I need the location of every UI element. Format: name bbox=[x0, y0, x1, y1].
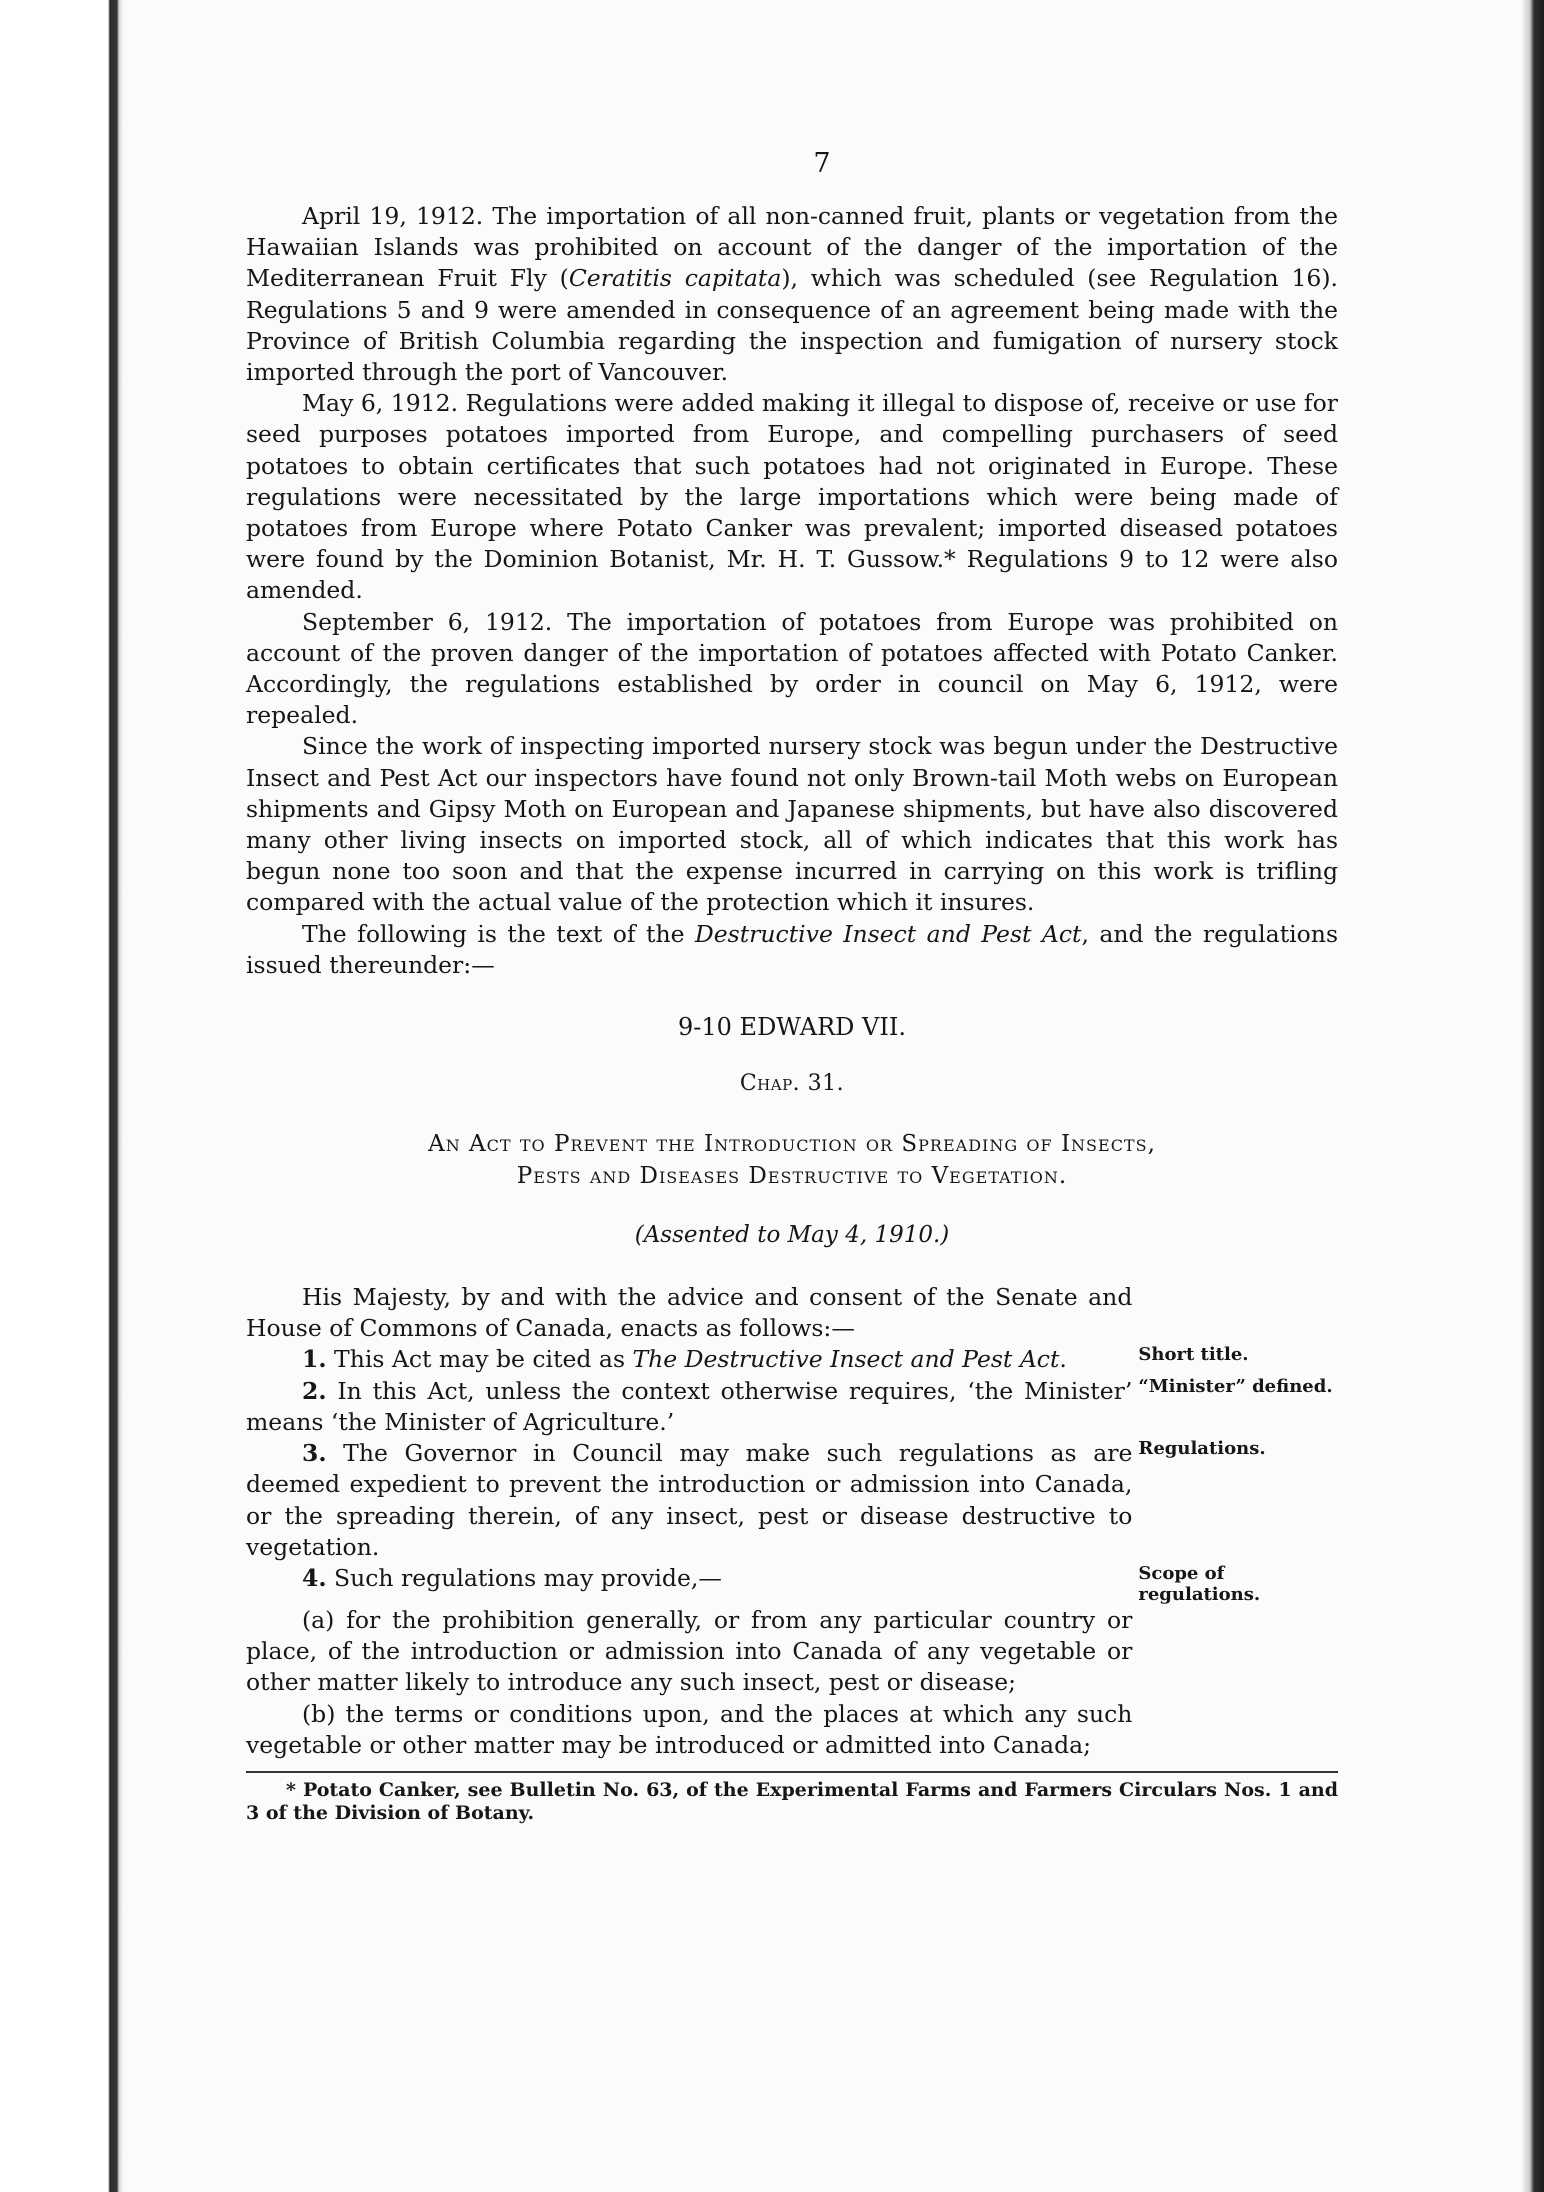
clause-b bbox=[246, 1699, 1338, 1761]
enacting-clause-row bbox=[246, 1282, 1338, 1344]
section-3 bbox=[246, 1438, 1338, 1563]
section-number: 4. bbox=[302, 1563, 327, 1592]
section-number: 3. bbox=[302, 1439, 327, 1468]
section-text: In this Act, unless the context otherwise requires, ‘the Minister’ means ‘the Minister of Agriculture.’ bbox=[246, 1376, 1133, 1436]
footnote-divider bbox=[246, 1771, 1338, 1773]
section-number: 2. bbox=[302, 1376, 327, 1405]
margin-note-minister-defined: “Minister” defined. bbox=[1138, 1375, 1333, 1397]
section-4 bbox=[246, 1563, 1338, 1605]
reign-heading: 9-10 EDWARD VII. bbox=[678, 1013, 906, 1042]
section-1: 1. This Act may be cited as The Destructive Insect and Pest Act. Short title. bbox=[246, 1344, 1338, 1375]
enacting-clause: His Majesty, by and with the advice and consent of the Senate and House of Commons of Canada, enacts as follows:— bbox=[246, 1283, 1133, 1343]
intro-text-after: , and the regulations issued thereunder:— bbox=[246, 919, 1338, 979]
margin-note-regulations: Regulations. bbox=[1138, 1438, 1266, 1460]
paragraph-september-1912: September 6, 1912. The importation of potatoes from Europe was prohibited on account of the proven danger of the importation of potatoes affected with Potato Canker. Accordingly, the regulations established by order in council on May 6, 1912, were repealed. bbox=[246, 607, 1338, 730]
paragraph-inspection-work: Since the work of inspecting imported nursery stock was begun under the Destructive Insect and Pest Act our inspectors have found not only Brown-tail Moth webs on European shipments and Gipsy Moth on European and Japanese shipments, but have also discovered many other living insects on imported stock, all of which indicates that this work has begun none too soon and that the expense incurred in carrying on this work is trifling compared with the actual value of the protection which it insures. bbox=[246, 732, 1338, 917]
act-title bbox=[246, 1128, 1338, 1192]
act-sections bbox=[246, 1282, 1338, 1761]
page-content bbox=[246, 148, 1338, 1825]
section-text: This Act may be cited as bbox=[334, 1345, 633, 1374]
intro-text-before: The following is the text of the bbox=[302, 919, 695, 948]
page-number: 7 bbox=[813, 148, 831, 179]
section-number: 1. bbox=[302, 1345, 327, 1374]
page-right-edge bbox=[1522, 0, 1544, 2192]
intro-act-name: Destructive Insect and Pest Act bbox=[694, 919, 1082, 948]
margin-note-scope: Scope of regulations. bbox=[1138, 1562, 1261, 1605]
species-name: Ceratitis capitata bbox=[568, 264, 782, 293]
chapter-heading: Chap. 31. bbox=[739, 1071, 845, 1097]
section-2 bbox=[246, 1376, 1338, 1438]
footnote: * Potato Canker, see Bulletin No. 63, of the Experimental Farms and Farmers Circulars Nos. 1 and 3 of the Division of Botany. bbox=[246, 1778, 1338, 1824]
act-title-line-1: An Act to Prevent the Introduction or Spreading of Insects, bbox=[428, 1131, 1156, 1158]
clause-a bbox=[246, 1605, 1338, 1699]
paragraph-act-intro bbox=[246, 919, 1338, 981]
page-binding-edge bbox=[0, 0, 123, 2192]
section-act-name: The Destructive Insect and Pest Act bbox=[632, 1345, 1060, 1374]
clause-a-text: (a) for the prohibition generally, or from any particular country or place, of the introduction or admission into Canada of any vegetable or other matter likely to introduce any such insect, pest or disease; bbox=[246, 1605, 1133, 1697]
margin-note-short-title: Short title. bbox=[1138, 1344, 1249, 1366]
clause-b-text: (b) the terms or conditions upon, and the places at which any such vegetable or other matter may be introduced or admitted into Canada; bbox=[246, 1699, 1133, 1759]
paragraph-may-1912: May 6, 1912. Regulations were added making it illegal to dispose of, receive or use for seed purposes potatoes imported from Europe, and compelling purchasers of seed potatoes to obtain certificates that such potatoes had not originated in Europe. These regulations were necessitated by the large importations which were being made of potatoes from Europe where Potato Canker was prevalent; imported diseased potatoes were found by the Dominion Botanist, Mr. H. T. Gussow.* Regulations 9 to 12 were also amended. bbox=[246, 389, 1338, 605]
act-title-line-2: Pests and Diseases Destructive to Vegetation. bbox=[516, 1163, 1068, 1190]
assent-date: (Assented to May 4, 1910.) bbox=[634, 1222, 950, 1249]
section-text: Such regulations may provide,— bbox=[334, 1563, 722, 1592]
paragraph-april-1912: April 19, 1912. The importation of all non-canned fruit, plants or vegetation from the Hawaiian Islands was prohibited on account of the danger of the importation of the Mediterranean Fruit Fly (Ceratitis capitata), which was scheduled (see Regulation 16). Regulations 5 and 9 were amended in consequence of an agreement being made with the Province of British Columbia regarding the inspection and fumigation of nursery stock imported through the port of Vancouver. bbox=[246, 202, 1338, 387]
section-text: The Governor in Council may make such regulations as are deemed expedient to prevent the introduction or admission into Canada, or the spreading therein, of any insect, pest or disease destructive to vegetation. bbox=[246, 1439, 1133, 1561]
